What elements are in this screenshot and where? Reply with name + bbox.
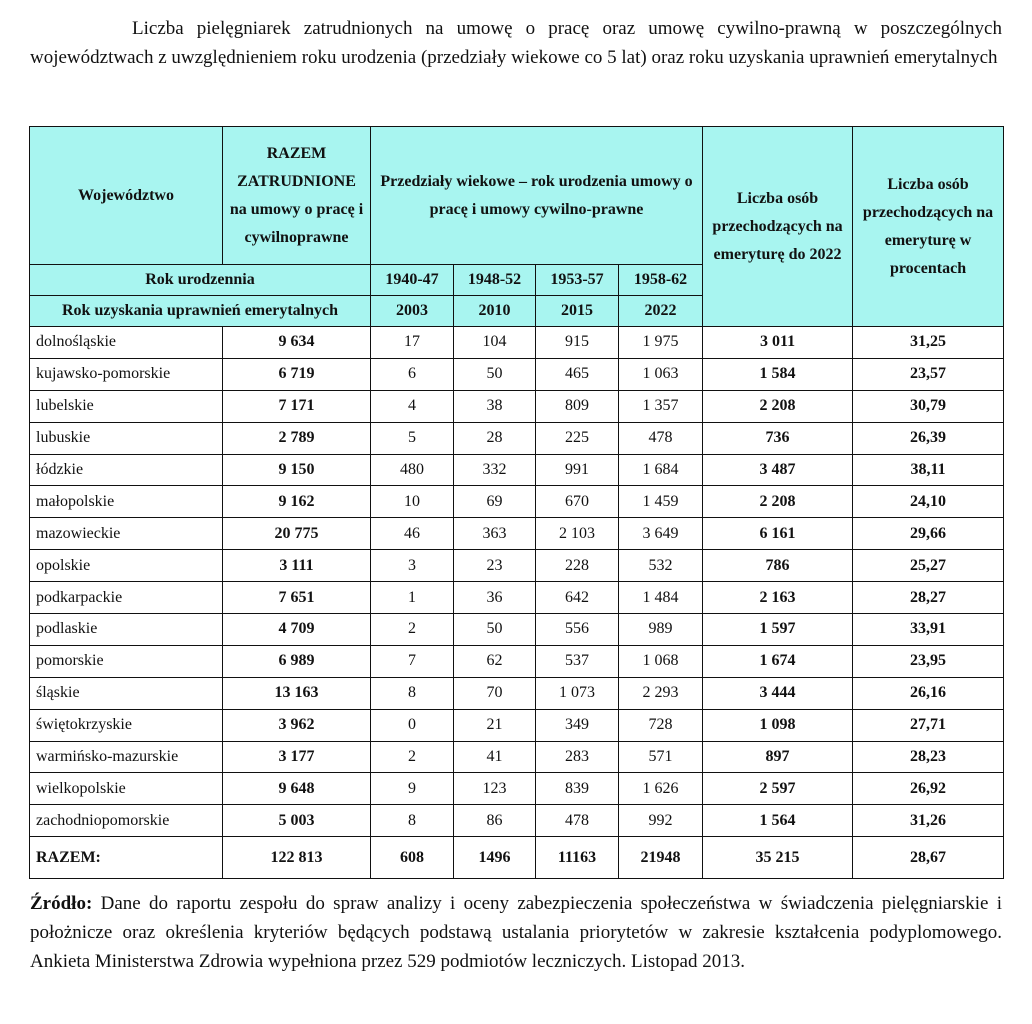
cell-c: 465 — [536, 358, 619, 390]
cell-retire: 2 208 — [703, 486, 853, 518]
cell-d: 532 — [619, 550, 703, 582]
cell-d: 2 293 — [619, 677, 703, 709]
cell-total: 3 962 — [223, 709, 371, 741]
total-row — [30, 837, 1004, 879]
cell-retire: 736 — [703, 422, 853, 454]
cell-a: 7 — [371, 645, 454, 677]
cell-pct: 27,71 — [853, 709, 1004, 741]
table-row — [30, 486, 1004, 518]
cell-name: warmińsko-mazurskie — [30, 741, 223, 773]
cell-a: 10 — [371, 486, 454, 518]
cell-d: 728 — [619, 709, 703, 741]
source-label: Źródło: — [30, 893, 93, 914]
cell-total: 3 111 — [223, 550, 371, 582]
header-przedzialy: Przedziały wiekowe – rok urodzenia umowy o pracę i umowy cywilno-prawne — [371, 127, 703, 265]
cell-a: 4 — [371, 390, 454, 422]
table-row — [30, 709, 1004, 741]
cell-pct: 23,57 — [853, 358, 1004, 390]
cell-d: 1 484 — [619, 582, 703, 614]
table-row — [30, 741, 1004, 773]
cell-d: 992 — [619, 805, 703, 837]
cell-name: lubuskie — [30, 422, 223, 454]
cell-total: 5 003 — [223, 805, 371, 837]
cell-pct: 26,16 — [853, 677, 1004, 709]
cell-total: 122 813 — [223, 837, 371, 879]
cell-a: 6 — [371, 358, 454, 390]
table-row — [30, 614, 1004, 646]
cell-a: 8 — [371, 805, 454, 837]
cell-b: 123 — [454, 773, 536, 805]
cell-a: 3 — [371, 550, 454, 582]
cell-c: 809 — [536, 390, 619, 422]
cell-a: 608 — [371, 837, 454, 879]
cell-name: świętokrzyskie — [30, 709, 223, 741]
cell-name: pomorskie — [30, 645, 223, 677]
cell-total: 9 150 — [223, 454, 371, 486]
cell-c: 642 — [536, 582, 619, 614]
cell-total: 3 177 — [223, 741, 371, 773]
header-retire-year: 2010 — [454, 296, 536, 327]
cell-b: 21 — [454, 709, 536, 741]
table-row — [30, 327, 1004, 359]
cell-d: 989 — [619, 614, 703, 646]
cell-total: 9 634 — [223, 327, 371, 359]
cell-total: 7 171 — [223, 390, 371, 422]
cell-retire: 786 — [703, 550, 853, 582]
cell-name: małopolskie — [30, 486, 223, 518]
table-row — [30, 582, 1004, 614]
table-row — [30, 390, 1004, 422]
cell-retire: 1 098 — [703, 709, 853, 741]
cell-d: 1 684 — [619, 454, 703, 486]
cell-b: 104 — [454, 327, 536, 359]
cell-name: zachodniopomorskie — [30, 805, 223, 837]
cell-b: 1496 — [454, 837, 536, 879]
cell-c: 478 — [536, 805, 619, 837]
cell-c: 915 — [536, 327, 619, 359]
cell-pct: 25,27 — [853, 550, 1004, 582]
table-row — [30, 550, 1004, 582]
cell-retire: 3 011 — [703, 327, 853, 359]
cell-total: 13 163 — [223, 677, 371, 709]
cell-retire: 1 597 — [703, 614, 853, 646]
caption-text: Liczba pielęgniarek zatrudnionych na umowę o pracę oraz umowę cywilno-prawną w poszczególnych województwach z uwzględnieniem roku urodzenia (przedziały wiekowe co 5 lat) oraz roku uzyskania uprawnień emerytalnych — [30, 18, 1002, 68]
table-body — [30, 327, 1004, 879]
cell-a: 2 — [371, 614, 454, 646]
cell-c: 556 — [536, 614, 619, 646]
cell-retire: 1 584 — [703, 358, 853, 390]
cell-name: podkarpackie — [30, 582, 223, 614]
cell-b: 50 — [454, 614, 536, 646]
cell-a: 2 — [371, 741, 454, 773]
table-row — [30, 677, 1004, 709]
cell-b: 23 — [454, 550, 536, 582]
header-retire-year: 2022 — [619, 296, 703, 327]
cell-name: łódzkie — [30, 454, 223, 486]
cell-total: 9 162 — [223, 486, 371, 518]
cell-retire: 2 208 — [703, 390, 853, 422]
cell-name: podlaskie — [30, 614, 223, 646]
table-row — [30, 518, 1004, 550]
cell-pct: 28,23 — [853, 741, 1004, 773]
cell-c: 2 103 — [536, 518, 619, 550]
cell-name: mazowieckie — [30, 518, 223, 550]
cell-a: 17 — [371, 327, 454, 359]
cell-d: 478 — [619, 422, 703, 454]
cell-name: wielkopolskie — [30, 773, 223, 805]
cell-name: śląskie — [30, 677, 223, 709]
cell-pct: 28,67 — [853, 837, 1004, 879]
cell-b: 28 — [454, 422, 536, 454]
cell-d: 1 459 — [619, 486, 703, 518]
cell-retire: 2 597 — [703, 773, 853, 805]
cell-pct: 38,11 — [853, 454, 1004, 486]
cell-d: 571 — [619, 741, 703, 773]
header-birth-range: 1953-57 — [536, 265, 619, 296]
cell-b: 86 — [454, 805, 536, 837]
header-rok-uprawnien: Rok uzyskania uprawnień emerytalnych — [30, 296, 371, 327]
cell-c: 1 073 — [536, 677, 619, 709]
header-rok-urodzenia: Rok urodzennia — [30, 265, 371, 296]
cell-retire: 3 487 — [703, 454, 853, 486]
cell-a: 1 — [371, 582, 454, 614]
cell-b: 69 — [454, 486, 536, 518]
cell-c: 11163 — [536, 837, 619, 879]
cell-pct: 28,27 — [853, 582, 1004, 614]
cell-total: 6 989 — [223, 645, 371, 677]
cell-pct: 31,25 — [853, 327, 1004, 359]
cell-name: RAZEM: — [30, 837, 223, 879]
cell-d: 1 357 — [619, 390, 703, 422]
cell-pct: 23,95 — [853, 645, 1004, 677]
cell-name: kujawsko-pomorskie — [30, 358, 223, 390]
cell-c: 283 — [536, 741, 619, 773]
header-wojewodztwo: Województwo — [30, 127, 223, 265]
cell-name: dolnośląskie — [30, 327, 223, 359]
cell-name: lubelskie — [30, 390, 223, 422]
cell-c: 225 — [536, 422, 619, 454]
cell-c: 839 — [536, 773, 619, 805]
header-liczba-procent: Liczba osób przechodzących na emeryturę w procentach — [853, 127, 1004, 327]
cell-c: 349 — [536, 709, 619, 741]
cell-retire: 3 444 — [703, 677, 853, 709]
cell-retire: 2 163 — [703, 582, 853, 614]
cell-b: 332 — [454, 454, 536, 486]
cell-pct: 30,79 — [853, 390, 1004, 422]
cell-d: 1 626 — [619, 773, 703, 805]
cell-a: 46 — [371, 518, 454, 550]
cell-pct: 31,26 — [853, 805, 1004, 837]
table-caption — [30, 14, 1002, 72]
cell-name: opolskie — [30, 550, 223, 582]
cell-pct: 26,92 — [853, 773, 1004, 805]
cell-pct: 24,10 — [853, 486, 1004, 518]
cell-a: 9 — [371, 773, 454, 805]
cell-pct: 26,39 — [853, 422, 1004, 454]
cell-total: 7 651 — [223, 582, 371, 614]
cell-b: 50 — [454, 358, 536, 390]
cell-retire: 35 215 — [703, 837, 853, 879]
header-retire-year: 2015 — [536, 296, 619, 327]
header-birth-range: 1948-52 — [454, 265, 536, 296]
source-note — [30, 889, 1002, 976]
cell-a: 0 — [371, 709, 454, 741]
header-birth-range: 1940-47 — [371, 265, 454, 296]
cell-total: 6 719 — [223, 358, 371, 390]
cell-retire: 1 564 — [703, 805, 853, 837]
table-row — [30, 422, 1004, 454]
cell-c: 537 — [536, 645, 619, 677]
table-row — [30, 805, 1004, 837]
header-retire-year: 2003 — [371, 296, 454, 327]
header-razem: RAZEM ZATRUDNIONE na umowy o pracę i cywilnoprawne — [223, 127, 371, 265]
cell-d: 1 063 — [619, 358, 703, 390]
cell-retire: 897 — [703, 741, 853, 773]
cell-a: 8 — [371, 677, 454, 709]
table-row — [30, 773, 1004, 805]
data-table — [29, 126, 1004, 879]
cell-a: 480 — [371, 454, 454, 486]
cell-b: 363 — [454, 518, 536, 550]
cell-c: 228 — [536, 550, 619, 582]
cell-d: 1 068 — [619, 645, 703, 677]
cell-b: 38 — [454, 390, 536, 422]
cell-total: 4 709 — [223, 614, 371, 646]
table-row — [30, 645, 1004, 677]
cell-b: 62 — [454, 645, 536, 677]
table-row — [30, 454, 1004, 486]
cell-d: 21948 — [619, 837, 703, 879]
source-text: Dane do raportu zespołu do spraw analizy i oceny zabezpieczenia społeczeństwa w świadczenia pielęgniarskie i położnicze oraz określenia kryteriów będących podstawą ustalania priorytetów w zakresie kształcenia podyplomowego. Ankieta Ministerstwa Zdrowia wypełniona przez 529 podmiotów leczniczych. Listopad 2013. — [30, 893, 1003, 972]
cell-retire: 6 161 — [703, 518, 853, 550]
cell-d: 3 649 — [619, 518, 703, 550]
cell-c: 991 — [536, 454, 619, 486]
cell-d: 1 975 — [619, 327, 703, 359]
cell-retire: 1 674 — [703, 645, 853, 677]
cell-b: 70 — [454, 677, 536, 709]
cell-pct: 29,66 — [853, 518, 1004, 550]
cell-c: 670 — [536, 486, 619, 518]
header-birth-range: 1958-62 — [619, 265, 703, 296]
cell-pct: 33,91 — [853, 614, 1004, 646]
cell-total: 20 775 — [223, 518, 371, 550]
cell-a: 5 — [371, 422, 454, 454]
header-liczba-do-2022: Liczba osób przechodzących na emeryturę do 2022 — [703, 127, 853, 327]
cell-total: 2 789 — [223, 422, 371, 454]
table-row — [30, 358, 1004, 390]
cell-total: 9 648 — [223, 773, 371, 805]
cell-b: 36 — [454, 582, 536, 614]
cell-b: 41 — [454, 741, 536, 773]
